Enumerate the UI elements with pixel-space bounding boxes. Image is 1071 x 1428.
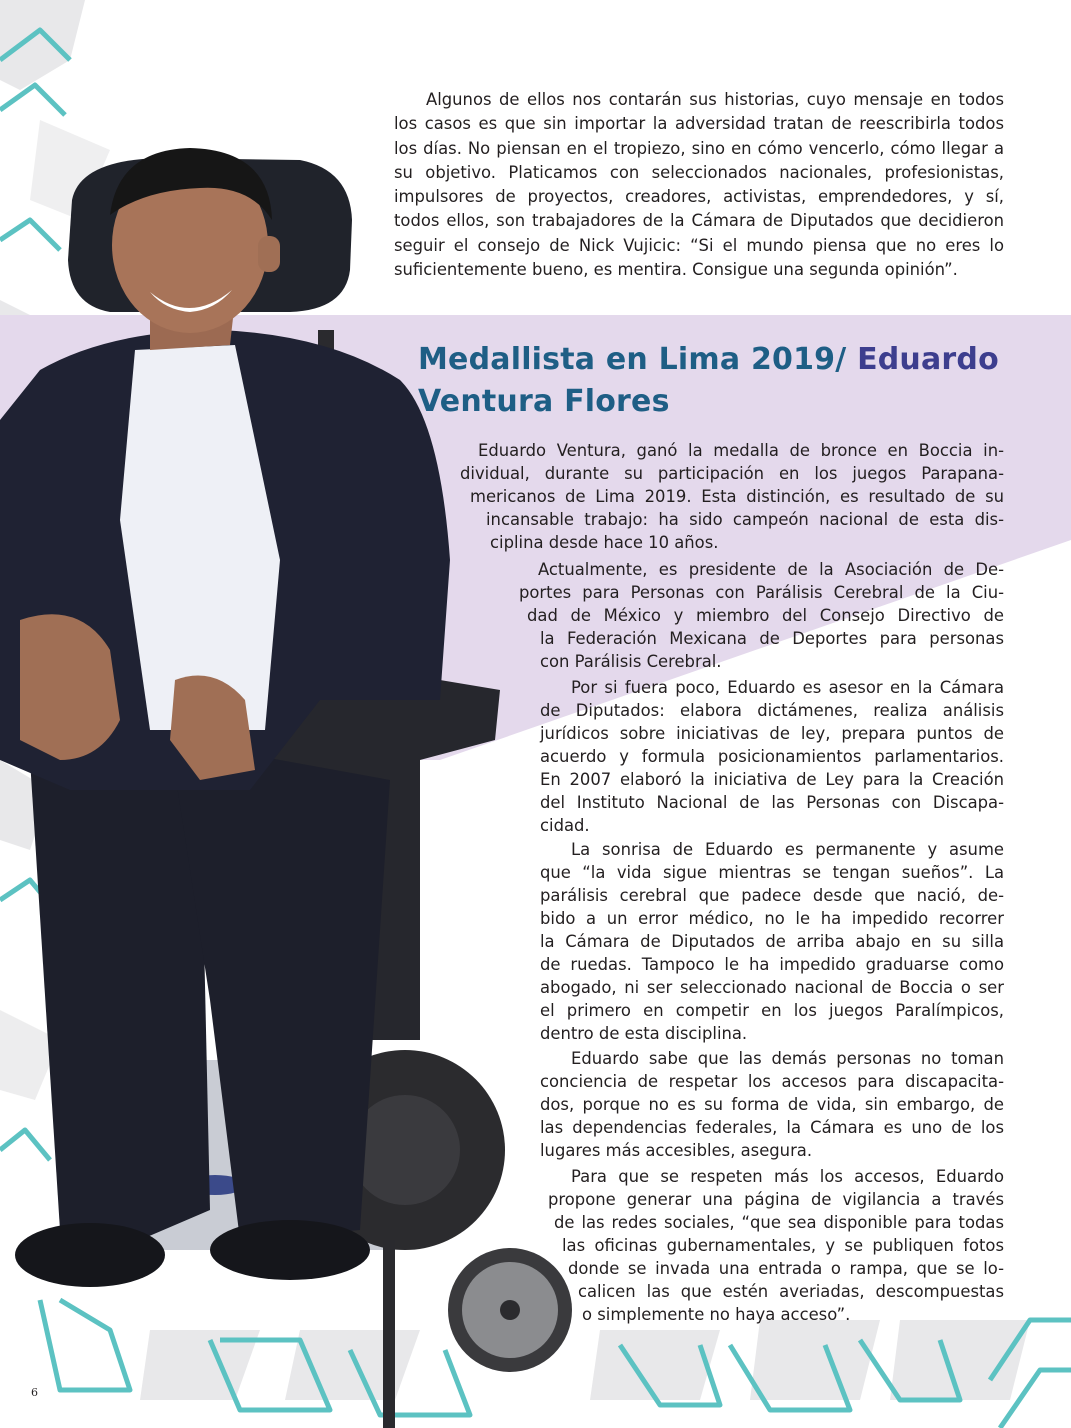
body-line: incansable trabajo: ha sido campeón nacional de esta dis- [486,510,1004,529]
body-line: las oficinas gubernamentales, y se publiquen fotos [562,1236,1004,1255]
body-line: Actualmente, es presidente de la Asociación de De- [538,560,1004,579]
body-line: dos, porque no es su forma de vida, sin embargo, de [540,1095,1004,1114]
body-line: del Instituto Nacional de las Personas con Discapa- [540,793,1004,812]
body-line: parálisis cerebral que padece desde que nació, de- [540,886,1004,905]
body-line: Por si fuera poco, Eduardo es asesor en la Cámara [571,678,1004,697]
body-line: La sonrisa de Eduardo es permanente y asume [571,840,1004,859]
page-number: 6 [31,1386,38,1399]
body-line: dad de México y miembro del Consejo Directivo de [527,606,1004,625]
body-line: de las redes sociales, “que sea disponible para todas [554,1213,1004,1232]
body-line: Para que se respeten más los accesos, Eduardo [571,1167,1004,1186]
body-line: calicen las que estén averiadas, descompuestas [578,1282,1004,1301]
body-line: de ruedas. Tampoco le ha impedido graduarse como [540,955,1004,974]
body-line: con Parálisis Cerebral. [540,652,722,671]
body-line: el primero en competir en los juegos Paralímpicos, [540,1001,1004,1020]
intro-paragraph [394,88,1004,282]
body-line: jurídicos sobre iniciativas de ley, prepara puntos de [540,724,1004,743]
title-part-2: Eduardo [857,342,999,377]
body-line: la Cámara de Diputados de arriba abajo en su silla [540,932,1004,951]
body-line: abogado, ni ser seleccionado nacional de Boccia o ser [540,978,1004,997]
body-line: ciplina desde hace 10 años. [490,533,719,552]
body-line: donde se invada una entrada o rampa, que se lo- [568,1259,1004,1278]
body-line: mericanos de Lima 2019. Esta distinción, es resultado de su [470,487,1004,506]
body-line: bido a un error médico, no le ha impedido recorrer [540,909,1004,928]
body-line: acuerdo y formula posicionamientos parlamentarios. [540,747,1004,766]
body-line: Eduardo Ventura, ganó la medalla de bronce en Boccia in- [478,441,1004,460]
body-line: En 2007 elaboró la iniciativa de Ley para la Creación [540,770,1004,789]
body-line: que “la vida sigue mientras se tengan sueños”. La [540,863,1004,882]
title-line-2: Ventura Flores [418,384,670,419]
body-line: dividual, durante su participación en los juegos Parapana- [460,464,1004,483]
body-line: Eduardo sabe que las demás personas no toman [571,1049,1004,1068]
body-line: de Diputados: elabora dictámenes, realiza análisis [540,701,1004,720]
body-line: las dependencias federales, la Cámara es uno de los [540,1118,1004,1137]
body-line: portes para Personas con Parálisis Cerebral de la Ciu- [519,583,1004,602]
article-title [418,339,1018,423]
body-line: dentro de esta disciplina. [540,1024,748,1043]
body-line: o simplemente no haya acceso”. [582,1305,851,1324]
body-line: cidad. [540,816,590,835]
body-line: conciencia de respetar los accesos para discapacita- [540,1072,1004,1091]
body-line: la Federación Mexicana de Deportes para personas [540,629,1004,648]
body-line: propone generar una página de vigilancia a través [548,1190,1004,1209]
intro-text: Algunos de ellos nos contarán sus historias, cuyo mensaje en todos los casos es que sin importar la adversidad tratan de reescribirla todos los días. No piensan en el tropiezo, sino en cómo vencerlo, cómo llegar a su objetivo. Platicamos con seleccionados nacionales, profesionistas, impulsores de proyectos, creadores, activistas, emprendedores, y sí, todos ellos, son trabajadores de la Cámara de Diputados que decidieron seguir el consejo de Nick Vujicic: “Si el mundo piensa que no eres lo suficientemente bueno, es mentira. Consigue una segunda opinión”. [394,90,1004,280]
body-line: lugares más accesibles, asegura. [540,1141,813,1160]
title-part-1: Medallista en Lima 2019/ [418,342,858,377]
